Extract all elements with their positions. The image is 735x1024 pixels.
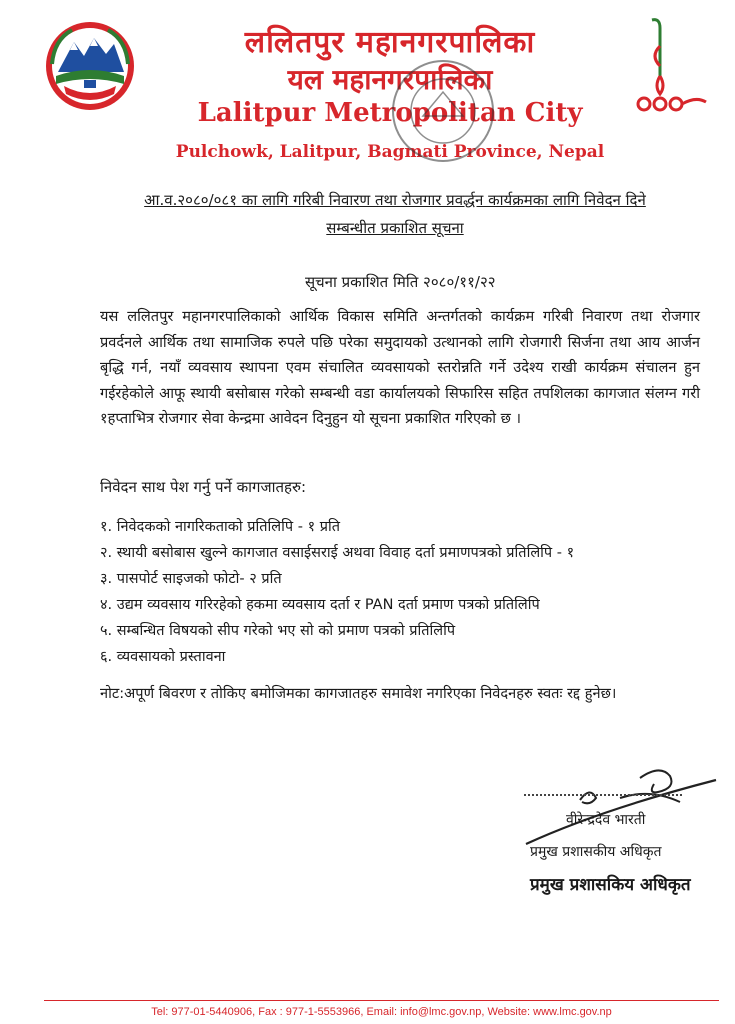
- office-address: Pulchowk, Lalitpur, Bagmati Province, Nepal: [175, 142, 605, 162]
- signatory-title: प्रमुख प्रशासकीय अधिकृत: [530, 844, 662, 860]
- notice-note: नोट:अपूर्ण बिवरण र तोकिए बमोजिमका कागजातहरु समावेश नगरिएका निवेदनहरु स्वतः रद्द हुनेछ।: [100, 685, 617, 702]
- signatory-name: वीरेन्द्रदेव भारती: [566, 812, 646, 828]
- notice-body: यस ललितपुर महानगरपालिकाको आर्थिक विकास समिति अन्तर्गतको कार्यक्रम गरिबी निवारण तथा रोजगार प्रवर्दनले आर्थिक तथा सामाजिक रुपले पछि परेका समुदायको उत्थानको लागि रोजगारी सिर्जना तथा आय आर्जन बृद्धि गर्न, नयाँ व्यवसाय स्थापना एवम संचालित व्यवसायको स्तरोन्नति गर्ने उदेश्य राखी कार्यक्रम संचालन हुन गईरहेकोले आफू स्थायी बसोबास गरेको सम्बन्धी वडा कार्यालयको सिफारिस सहित तपशिलका कागजात संलग्न गरी १हप्ताभित्र रोजगार सेवा केन्द्रमा आवेदन दिनुहुन यो सूचना प्रकाशित गरिएको छ ।: [100, 308, 700, 427]
- nepal-emblem-icon: [44, 20, 136, 112]
- notice-subject-line-1: आ.व.२०८०/०८१ का लागि गरिबी निवारण तथा रोजगार प्रवर्द्धन कार्यक्रमका लागि निवेदन दिने: [144, 191, 646, 209]
- office-title-english: Lalitpur Metropolitan City: [197, 98, 583, 128]
- notice-subject: [100, 186, 690, 242]
- office-title-newari: यल महानगरपालिका: [287, 63, 493, 96]
- office-title-nepali: ललितपुर महानगरपालिका: [244, 25, 536, 60]
- list-item: ६. व्यवसायको प्रस्तावना: [100, 649, 226, 665]
- notice-subject-line-2: सम्बन्धीत प्रकाशित सूचना: [326, 219, 464, 237]
- office-stamp-icon: [388, 56, 498, 166]
- list-item: ३. पासपोर्ट साइजको फोटो- २ प्रति: [100, 571, 282, 587]
- city-logo-icon: [630, 16, 710, 116]
- list-item: ५. सम्बन्धित विषयको सीप गरेको भए सो को प्रमाण पत्रको प्रतिलिपि: [100, 623, 456, 639]
- list-item: ४. उद्यम व्यवसाय गरिरहेको हकमा व्यवसाय दर्ता र PAN दर्ता प्रमाण पत्रको प्रतिलिपि: [100, 597, 540, 613]
- list-item: २. स्थायी बसोबास खुल्ने कागजात वसाईसराई अथवा विवाह दर्ता प्रमाणपत्रको प्रतिलिपि - १: [100, 545, 575, 561]
- handwritten-signature-icon: [520, 758, 720, 848]
- documents-heading: निवेदन साथ पेश गर्नु पर्ने कागजातहरु:: [100, 478, 307, 496]
- footer-contact: Tel: 977-01-5440906, Fax : 977-1-5553966, Email: info@lmc.gov.np, Website: www.lmc.gov.np: [151, 1006, 612, 1018]
- footer-divider: [44, 1000, 719, 1001]
- signatory-title-stamp: प्रमुख प्रशासकिय अधिकृत: [530, 875, 691, 895]
- signature-line: [524, 794, 682, 796]
- list-item: १. निवेदकको नागरिकताको प्रतिलिपि - १ प्रति: [100, 519, 340, 535]
- published-date: सूचना प्रकाशित मिति २०८०/११/२२: [305, 273, 496, 291]
- documents-list: [100, 514, 700, 670]
